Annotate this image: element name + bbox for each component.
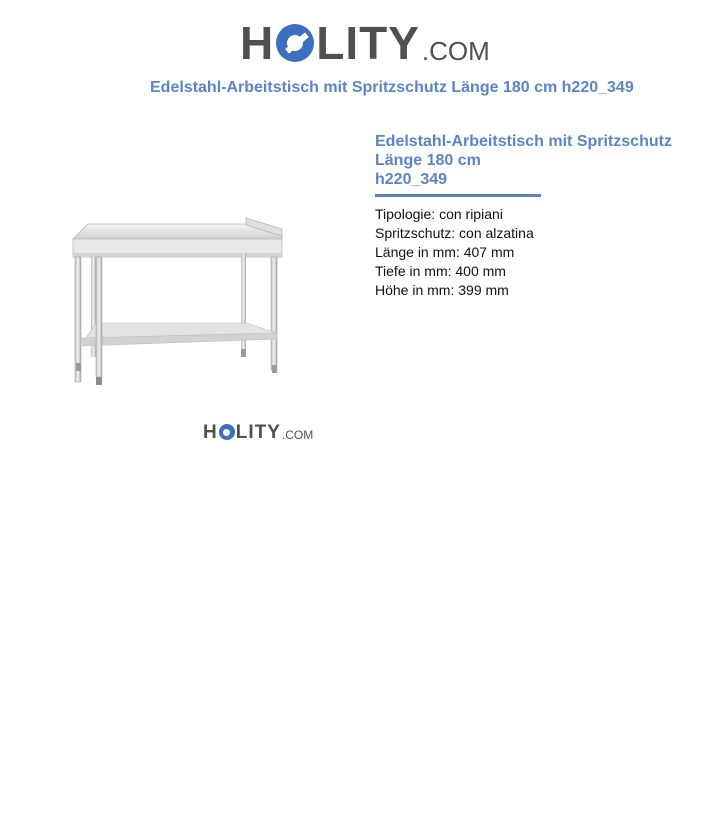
watermark-letter-h: H (203, 422, 218, 443)
watermark-letters: LITY (235, 422, 281, 443)
logo-letter-h: H (240, 17, 275, 69)
spec-item-tipologie: Tipologie: con ripiani (375, 206, 503, 222)
title-divider (375, 194, 541, 197)
page-title: Edelstahl-Arbeitstisch mit Spritzschutz Länge 180 cm h220_349 (150, 79, 634, 96)
spec-item-hoehe: Höhe in mm: 399 mm (375, 282, 509, 298)
logo-domain: .COM (421, 36, 490, 66)
product-name-line-2: Länge 180 cm (375, 152, 481, 169)
watermark-domain: .COM (281, 428, 314, 442)
product-name-line-3: h220_349 (375, 171, 448, 188)
spec-list (375, 205, 534, 300)
logo-o-icon (276, 24, 314, 62)
spec-item-spritzschutz: Spritzschutz: con alzatina (375, 225, 534, 241)
logo-letters: LITY (316, 17, 420, 69)
holity-logo[interactable] (240, 14, 490, 69)
holity-watermark-logo (203, 420, 313, 442)
watermark-o-icon (219, 424, 235, 440)
product-name-line-1: Edelstahl-Arbeitstisch mit Spritzschutz (375, 133, 672, 150)
product-name (375, 132, 695, 189)
spec-item-tiefe: Tiefe in mm: 400 mm (375, 263, 506, 279)
spec-item-laenge: Länge in mm: 407 mm (375, 244, 515, 260)
product-image (60, 215, 295, 400)
